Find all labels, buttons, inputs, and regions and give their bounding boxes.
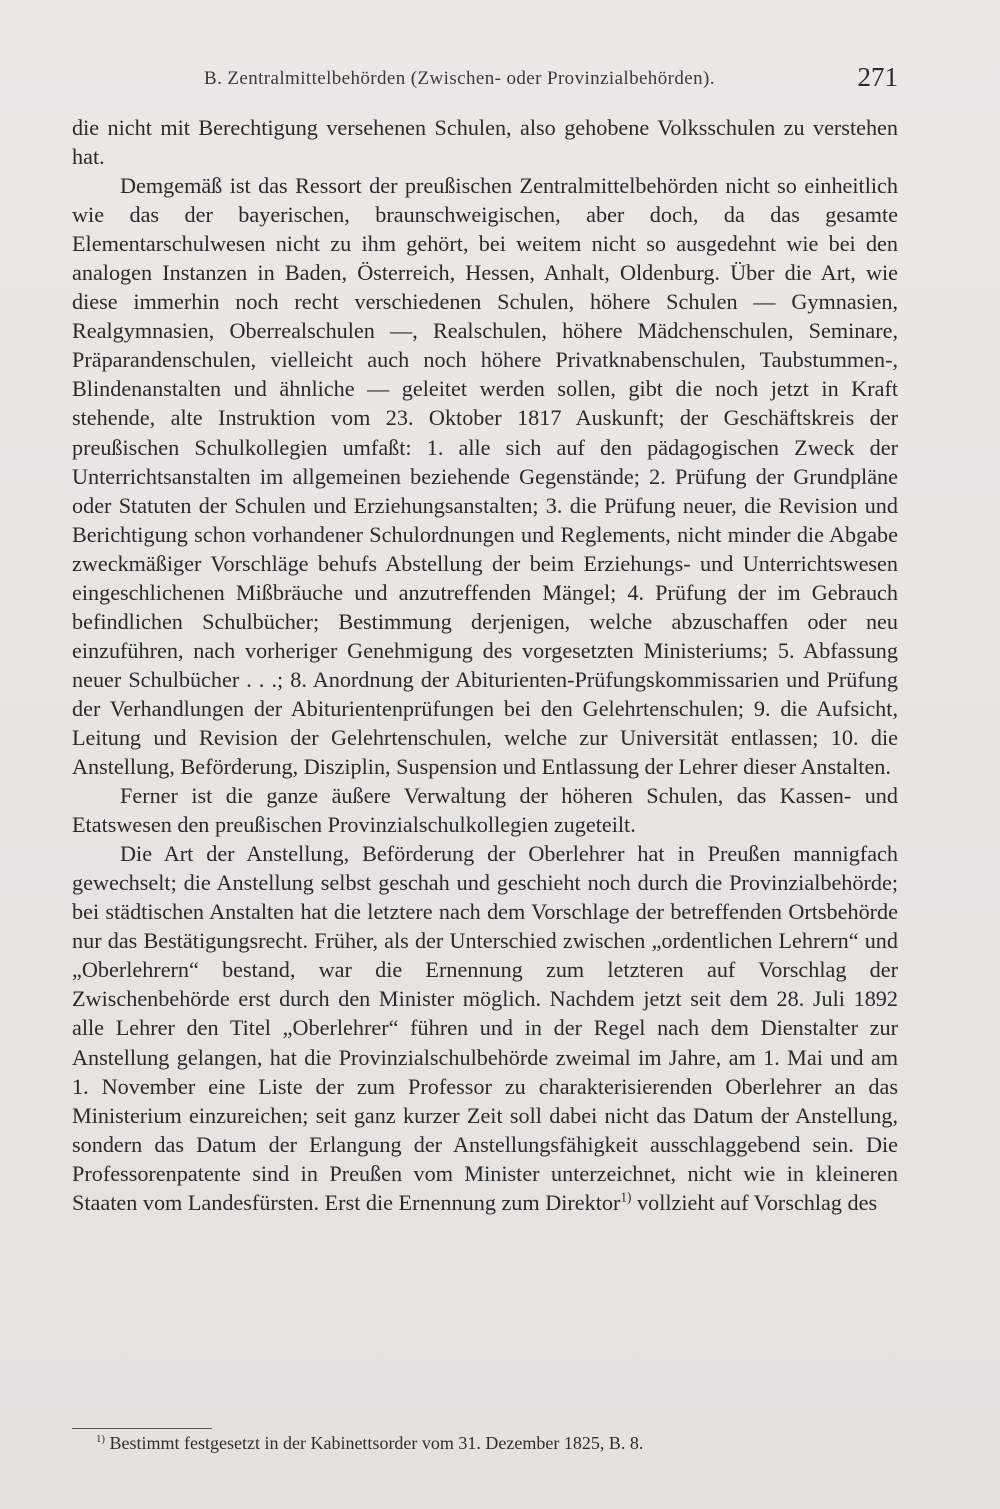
running-head <box>72 62 898 98</box>
body-text <box>72 113 898 1217</box>
paragraph-2: Demgemäß ist das Ressort der preußischen Zentralmittelbehörden nicht so einheitlich wie das der bayerischen, braunschweigischen, aber doch, da das gesamte Elementarschulwesen nicht zu ihm gehört, bei weitem nicht so ausgedehnt wie bei den analogen Instanzen in Baden, Österreich, Hessen, Anhalt, Oldenburg. Über die Art, wie diese immerhin noch recht verschiedenen Schulen, höhere Schulen — Gymnasien, Realgymnasien, Oberrealschulen —, Realschulen, höhere Mädchenschulen, Seminare, Präparandenschulen, vielleicht auch noch höhere Privatknabenschulen, Taubstummen-, Blindenanstalten und ähnliche — geleitet werden sollen, gibt die noch jetzt in Kraft stehende, alte Instruktion vom 23. Oktober 1817 Auskunft; der Geschäftskreis der preußischen Schulkollegien umfaßt: 1. alle sich auf den pädagogischen Zweck der Unterrichtsanstalten im allgemeinen beziehende Gegenstände; 2. Prüfung der Grundpläne oder Statuten der Schulen und Erziehungsanstalten; 3. die Prüfung neuer, die Revision und Berichtigung schon vorhandener Schulordnungen und Reglements, nicht minder die Abgabe zweckmäßiger Vorschläge behufs Abstellung der beim Erziehungs- und Unterrichtswesen eingeschlichenen Mißbräuche und anzutreffenden Mängel; 4. Prüfung der im Gebrauch befindlichen Schulbücher; Bestimmung derjenigen, welche abzuschaffen oder neu einzuführen, nach vorheriger Genehmigung des vorgesetzten Ministeriums; 5. Abfassung neuer Schulbücher . . .; 8. Anordnung der Abiturienten-Prüfungskommissarien und Prüfung der Verhandlungen der Abiturientenprüfungen bei den Gelehrtenschulen; 9. die Aufsicht, Leitung und Revision der Gelehrtenschulen, welche zur Universität entlassen; 10. die Anstellung, Beförderung, Disziplin, Suspension und Entlassung der Lehrer dieser Anstalten. <box>72 173 898 780</box>
paragraph-4-end: vollzieht auf Vorschlag des <box>631 1189 878 1215</box>
paragraph-1: die nicht mit Berechtigung versehenen Schulen, also gehobene Volksschulen zu verstehen hat. <box>72 115 898 170</box>
footnote-text: Bestimmt festgesetzt in der Kabinettsorder vom 31. Dezember 1825, B. 8. <box>105 1433 644 1453</box>
page-number: 271 <box>857 62 898 92</box>
footnote <box>96 1431 898 1455</box>
paragraph-4 <box>72 839 898 1217</box>
paragraph-3: Ferner ist die ganze äußere Verwaltung der höheren Schulen, das Kassen- und Etatswesen den preußischen Provinzialschulkollegien zugeteilt. <box>72 783 898 838</box>
paragraph-4-text: Die Art der Anstellung, Beförderung der Oberlehrer hat in Preußen mannigfach gewechselt; die Anstellung selbst geschah und geschieht noch durch die Provinzialbehörde; bei städtischen Anstalten hat die letztere nach dem Vorschlage der betreffenden Ortsbehörde nur das Bestätigungsrecht. Früher, als der Unterschied zwischen „ordentlichen Lehrern“ und „Oberlehrern“ bestand, war die Ernennung zum letzteren auf Vorschlag der Zwischenbehörde erst durch den Minister möglich. Nachdem jetzt seit dem 28. Juli 1892 alle Lehrer den Titel „Oberlehrer“ führen und in der Regel nach dem Dienstalter zur Anstellung gelangen, hat die Provinzialschulbehörde zweimal im Jahre, am 1. Mai und am 1. November eine Liste der zum Professor zu charakterisierenden Oberlehrer an das Ministerium einzureichen; seit ganz kurzer Zeit soll dabei nicht das Datum der Anstellung, sondern das Datum der Erlangung der Anstellungsfähigkeit ausschlaggebend sein. Die Professorenpatente sind in Preußen vom Minister unterzeichnet, nicht wie in kleineren Staaten vom Landesfürsten. Erst die Ernennung zum Direktor <box>72 841 898 1215</box>
footnote-marker: 1) <box>96 1433 105 1445</box>
footnote-rule <box>72 1428 212 1429</box>
footnote-reference: 1) <box>620 1189 632 1205</box>
running-title: B. Zentralmittelbehörden (Zwischen- oder Provinzialbehörden). <box>204 68 715 89</box>
